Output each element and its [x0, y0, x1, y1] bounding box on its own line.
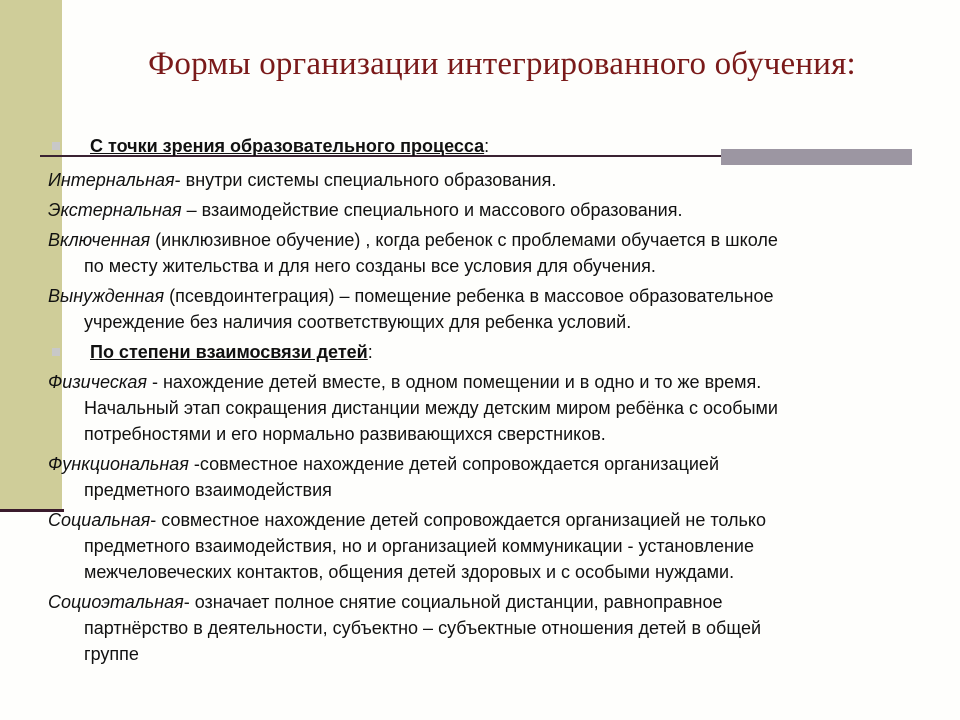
definition: - нахождение детей вместе, в одном помещении и в одно и то же время.: [146, 372, 762, 392]
term: Физическая: [48, 372, 147, 392]
list-item-continuation: межчеловеческих контактов, общения детей здоровых и с особыми нуждами.: [84, 562, 735, 582]
section-heading-colon: :: [367, 342, 373, 362]
list-item-continuation: предметного взаимодействия: [84, 480, 332, 500]
slide-content: [48, 133, 938, 667]
list-item-continuation: группе: [84, 644, 139, 664]
section-heading-text: По степени взаимосвязи детей: [90, 342, 368, 362]
section-heading-colon: :: [484, 136, 490, 156]
list-item: [48, 167, 938, 193]
list-item-continuation: потребностями и его нормально развивающихся сверстников.: [84, 424, 606, 444]
section-gap: [48, 159, 938, 167]
definition: - означает полное снятие социальной дистанции, равноправное: [183, 592, 723, 612]
section-heading-1: [48, 133, 938, 159]
list-item: [48, 369, 938, 395]
list-item-continuation: предметного взаимодействия, но и организацией коммуникации - установление: [84, 536, 754, 556]
definition: – взаимодействие специального и массового образования.: [181, 200, 683, 220]
term: Интернальная: [48, 170, 175, 190]
term: Вынужденная: [48, 286, 165, 306]
term: Функциональная: [48, 454, 189, 474]
list-item: [48, 197, 938, 223]
definition: (инклюзивное обучение) , когда ребенок с проблемами обучается в школе: [150, 230, 778, 250]
list-item-continuation: партнёрство в деятельности, субъектно – субъектные отношения детей в общей: [84, 618, 762, 638]
list-item-continuation: Начальный этап сокращения дистанции между детским миром ребёнка с особыми: [84, 398, 778, 418]
slide-title: Формы организации интегрированного обучения:: [148, 46, 856, 82]
list-item: [48, 283, 938, 309]
square-bullet-icon: [52, 142, 60, 150]
definition: (псевдоинтеграция) – помещение ребенка в массовое образовательное: [164, 286, 774, 306]
term: Социальная: [48, 510, 151, 530]
section-heading-2: [48, 339, 938, 365]
section-heading-text: С точки зрения образовательного процесса: [90, 136, 485, 156]
square-bullet-icon: [52, 348, 60, 356]
definition: - внутри системы специального образования.: [174, 170, 557, 190]
list-item-continuation: по месту жительства и для него созданы все условия для обучения.: [84, 256, 656, 276]
term: Экстернальная: [48, 200, 182, 220]
definition: - совместное нахождение детей сопровождается организацией не только: [150, 510, 766, 530]
list-item: [48, 227, 938, 253]
term: Включенная: [48, 230, 151, 250]
list-item-continuation: учреждение без наличия соответствующих для ребенка условий.: [84, 312, 632, 332]
list-item: [48, 589, 938, 615]
list-item: [48, 451, 938, 477]
term: Социоэтальная: [48, 592, 184, 612]
definition: -совместное нахождение детей сопровождается организацией: [188, 454, 719, 474]
list-item: [48, 507, 938, 533]
